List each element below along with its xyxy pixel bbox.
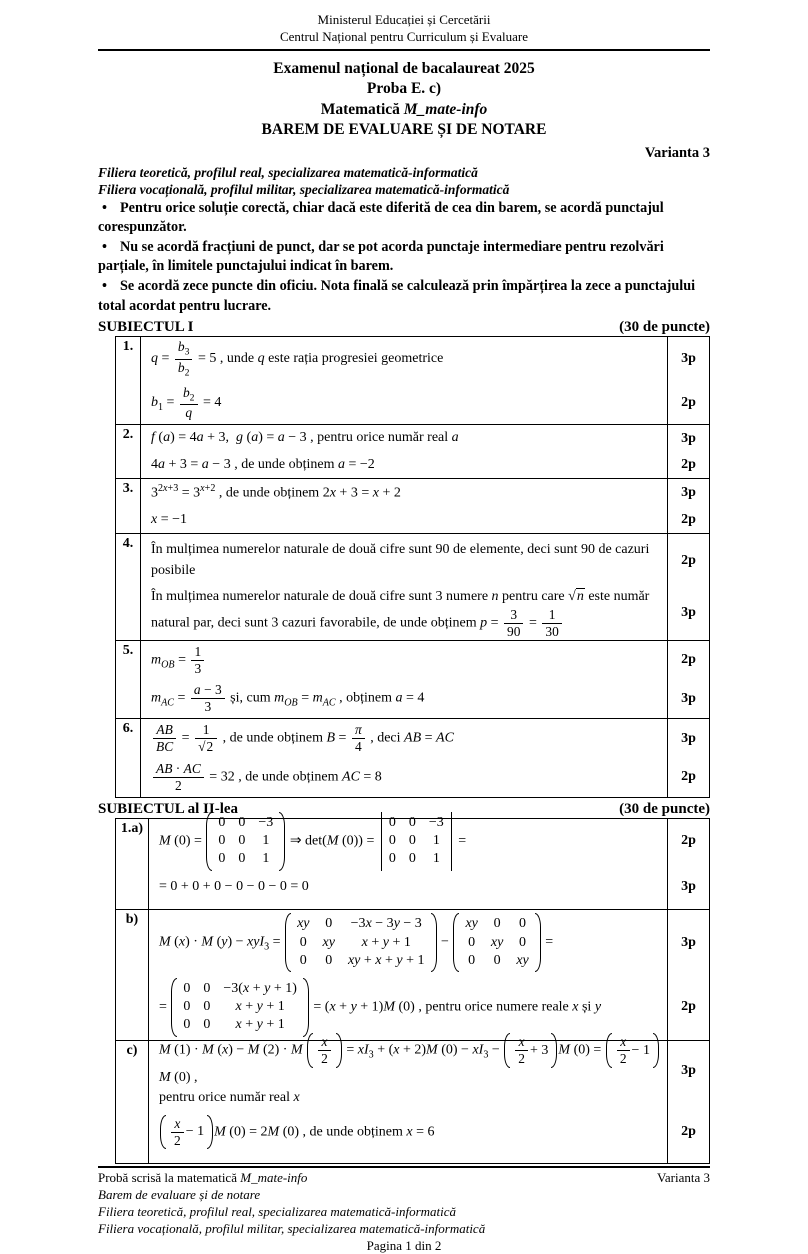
- footer-row1: [98, 1169, 710, 1186]
- bullet-icon: •: [98, 238, 120, 258]
- solution-line: $3^{2x+3} = 3^{x+2}$ , de unde obținem 2x + 3 = x + 2: [141, 479, 667, 507]
- points-cell: 3p: [667, 425, 709, 451]
- exam-subject: Matematică M_mate-info: [98, 100, 710, 120]
- solution-cell: [149, 910, 709, 1039]
- solution-subrow: [149, 819, 709, 864]
- footer-filiera1: Filiera teoretică, profilul real, specializarea matematică-informatică: [98, 1203, 710, 1220]
- exam-proba: Proba E. c): [98, 79, 710, 99]
- item-number: 5.: [116, 641, 141, 718]
- bullet-icon: •: [98, 199, 120, 219]
- variant-label: Varianta 3: [98, 145, 710, 162]
- points-cell: 2p: [667, 506, 709, 533]
- item-number: 4.: [116, 534, 141, 640]
- footer-proba: Probă scrisă la matematică M_mate-info: [98, 1169, 307, 1186]
- table-row: [116, 910, 709, 1040]
- solution-line: M (x) · M (y) − xyI$_3$ = xy 0 −3x − 3y − 3 0 xy x + y + 1 0 0 xy + x + y + 1 − xy 0 0 0 xy 0 0 0 xy =: [149, 910, 667, 975]
- item-number: c): [116, 1041, 149, 1163]
- points-cell: 2p: [667, 1102, 709, 1163]
- table-row: [116, 534, 709, 641]
- solution-line: În mulțimea numerelor naturale de două cifre sunt 90 de elemente, deci sunt 90 de cazuri posibile: [141, 537, 667, 584]
- item-number: b): [116, 910, 149, 1039]
- solution-line: $m_{AC}$ = $\frac{a - 3}{3}$ și, cum $m_{OB} = m_{AC}$ , obținem a = 4: [141, 679, 667, 718]
- solution-cell: [141, 337, 709, 424]
- subiect1-points: (30 de puncte): [619, 319, 710, 336]
- solution-subrow: [149, 864, 709, 909]
- solution-subrow: [149, 910, 709, 975]
- solution-line: = 0 0 −3(x + y + 1) 0 0 x + y + 1 0 0 x + y + 1 = (x + y + 1)M (0) , pentru orice numere reale x și y: [149, 975, 667, 1040]
- points-cell: 2p: [667, 452, 709, 478]
- points-cell: 3p: [667, 910, 709, 975]
- solution-line: În mulțimea numerelor naturale de două cifre sunt 3 numere n pentru care √ n este număr natural par, deci sunt 3 cazuri favorabile, de unde obținem p = $\frac{3}{90}$ = $\frac{1}{30}$: [141, 584, 667, 643]
- solution-line: $b_1$ = $\frac{b_2}{q}$ = 4: [141, 382, 667, 424]
- ministry-line1: Ministerul Educației și Cercetării: [98, 12, 710, 29]
- solution-subrow: [141, 479, 709, 506]
- solution-subrow: [141, 534, 709, 587]
- header-rule: [98, 49, 710, 51]
- solution-line: f (a) = 4a + 3, g (a) = a − 3 , pentru orice număr real a: [141, 425, 667, 451]
- solution-subrow: [141, 425, 709, 451]
- subiect2-heading: SUBIECTUL al II-lea: [98, 801, 238, 818]
- points-cell: 2p: [667, 534, 709, 587]
- points-cell: 2p: [667, 758, 709, 797]
- solution-line: 4a + 3 = a − 3 , de unde obținem a = −2: [141, 452, 667, 478]
- table-row: [116, 641, 709, 719]
- solution-subrow: [141, 452, 709, 478]
- title-block: [98, 59, 710, 141]
- points-cell: 3p: [667, 587, 709, 640]
- footer-variant: Varianta 3: [657, 1169, 710, 1186]
- subiect2-points: (30 de puncte): [619, 801, 710, 818]
- solution-subrow: [149, 1041, 709, 1102]
- table-row: [116, 479, 709, 534]
- instruction-item: [98, 277, 710, 316]
- points-cell: 2p: [667, 641, 709, 680]
- solution-cell: [141, 425, 709, 478]
- solution-line: x 2 − 1 M (0) = 2M (0) , de unde obținem x = 6: [149, 1112, 667, 1153]
- solution-subrow: [149, 1102, 709, 1163]
- item-number: 3.: [116, 479, 141, 533]
- solution-cell: [141, 719, 709, 796]
- table-row: [116, 1041, 709, 1163]
- footer-barem: Barem de evaluare și de notare: [98, 1186, 710, 1203]
- instruction-item: [98, 238, 710, 277]
- solution-line: = 0 + 0 + 0 − 0 − 0 − 0 = 0: [149, 874, 667, 900]
- solution-cell: [149, 819, 709, 910]
- barem-title: BAREM DE EVALUARE ȘI DE NOTARE: [98, 120, 710, 140]
- subiect1-table: [115, 336, 710, 797]
- solution-subrow: [141, 641, 709, 680]
- subiect1-heading-row: [98, 319, 710, 336]
- table-row: [116, 719, 709, 796]
- solution-line: $m_{OB}$ = $\frac{1}{3}$: [141, 641, 667, 680]
- solution-subrow: [141, 506, 709, 533]
- item-number: 6.: [116, 719, 141, 796]
- points-cell: 2p: [667, 819, 709, 864]
- points-cell: 2p: [667, 975, 709, 1040]
- filiera-line: Filiera teoretică, profilul real, specializarea matematică-informatică: [98, 164, 710, 182]
- ministry-header: [98, 12, 710, 46]
- solution-cell: [141, 479, 709, 533]
- filiera-block: [98, 164, 710, 199]
- table-row: [116, 337, 709, 425]
- solution-subrow: [141, 587, 709, 640]
- points-cell: 3p: [667, 679, 709, 718]
- filiera-line: Filiera vocațională, profilul militar, specializarea matematică-informatică: [98, 181, 710, 199]
- instruction-text: Nu se acordă fracțiuni de punct, dar se pot acorda punctaje intermediare pentru rezolvări parțiale, în limitele punctajului indicat în barem.: [98, 239, 664, 275]
- points-cell: 3p: [667, 479, 709, 506]
- item-number: 1.: [116, 337, 141, 424]
- item-number: 1.a): [116, 819, 149, 910]
- item-number: 2.: [116, 425, 141, 478]
- ministry-line2: Centrul Național pentru Curriculum și Evaluare: [98, 29, 710, 46]
- subiect1-heading: SUBIECTUL I: [98, 319, 193, 336]
- points-cell: 2p: [667, 381, 709, 425]
- instruction-text: Se acordă zece puncte din oficiu. Nota finală se calculează prin împărțirea la zece a punctajului total acordat pentru lucrare.: [98, 278, 695, 314]
- solution-subrow: [141, 337, 709, 381]
- points-cell: 3p: [667, 864, 709, 909]
- solution-subrow: [141, 758, 709, 797]
- solution-line: x = −1: [141, 507, 667, 533]
- solution-cell: [141, 534, 709, 640]
- subiect2-table: [115, 818, 710, 1164]
- page-number: Pagina 1 din 2: [98, 1237, 710, 1254]
- points-cell: 3p: [667, 337, 709, 381]
- instructions-list: [98, 199, 710, 317]
- instruction-text: Pentru orice soluție corectă, chiar dacă este diferită de cea din barem, se acordă punctajul corespunzător.: [98, 200, 664, 236]
- solution-line: $\frac{AB \cdot AC}{2}$ = 32 , de unde obținem AC = 8: [141, 758, 667, 797]
- solution-cell: [141, 641, 709, 718]
- solution-line: M (0) = 0 0 −3 0 0 1 0 0 1 ⇒ det(M (0)) = 0 0 −3 0 0 1 0 0 1 =: [149, 809, 667, 874]
- solution-cell: [149, 1041, 709, 1163]
- points-cell: 3p: [667, 719, 709, 758]
- solution-line: q = $\frac{b_3}{b_2}$ = 5 , unde q este rația progresiei geometrice: [141, 336, 667, 381]
- footer-filiera2: Filiera vocațională, profilul militar, specializarea matematică-informatică: [98, 1220, 710, 1237]
- table-row: [116, 819, 709, 911]
- bullet-icon: •: [98, 277, 120, 297]
- exam-title: Examenul național de bacalaureat 2025: [98, 59, 710, 79]
- solution-line: $\frac{AB}{BC}$ = 1 √ 2 , de unde obținem B = $\frac{\pi}{4}$ , deci AB = AC: [141, 719, 667, 758]
- solution-subrow: [141, 719, 709, 758]
- page-footer: [98, 1168, 710, 1254]
- instruction-item: [98, 199, 710, 238]
- solution-subrow: [141, 381, 709, 425]
- solution-subrow: [141, 679, 709, 718]
- table-row: [116, 425, 709, 479]
- solution-line: M (1) · M (x) − M (2) · M x 2 = $xI_3 + (x + 2)M$ $(0) - xI_3$ − x 2 + 3 M (0) = x 2 − 1 M (0) , pentru orice număr real x: [149, 1030, 667, 1111]
- points-cell: 3p: [667, 1041, 709, 1102]
